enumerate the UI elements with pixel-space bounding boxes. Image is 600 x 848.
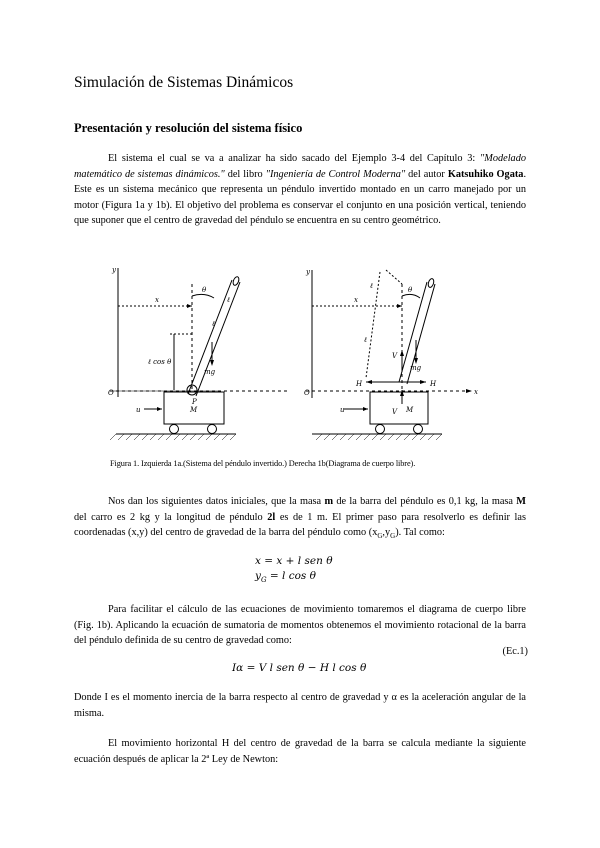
equation-yg: $y_G = l$ cos θ: [255, 570, 316, 585]
label-right-O: O: [304, 389, 310, 397]
label-right-mg: mg: [410, 364, 422, 372]
paragraph-newton: El movimiento horizontal H del centro de gravedad de la barra se calcula mediante la siguiente ecuación después de aplicar la 2ª Ley de Newton:: [74, 738, 526, 765]
figure-pendulum: [100, 262, 500, 452]
page-title: Simulación de Sistemas Dinámicos: [74, 74, 294, 91]
equation-label: (Ec.1): [502, 646, 528, 657]
label-right-Vb: V: [392, 408, 398, 416]
label-right-u: u: [340, 406, 345, 414]
label-left-x: x: [155, 296, 159, 304]
label-left-P: P: [192, 398, 197, 406]
label-left-lcos: ℓ cos θ: [148, 358, 172, 366]
figure-caption: Figura 1. Izquierda 1a.(Sistema del péndulo invertido.) Derecha 1b(Diagrama de cuerpo libre).: [110, 459, 416, 468]
label-left-O: O: [108, 389, 114, 397]
label-left-l1: ℓ: [227, 296, 230, 304]
paragraph-intro: El sistema el cual se va a analizar ha sido sacado del Ejemplo 3-4 del Capítulo 3: "Modelado matemático de sistemas dinámicos." del libro "Ingeniería de Control Moderna" del autor Katsuhiko Ogata. Este es un sistema mecánico que representa un péndulo invertido montado en un carro manejado por un motor (Figura 1a y 1b). El objetivo del problema es conservar el conjunto en una posición vertical, teniendo que suponer que el centro de gravedad del péndulo se encuentra en su centro geométrico.: [74, 153, 527, 227]
label-left-l2: ℓ: [212, 320, 215, 328]
label-left-y: y: [112, 266, 116, 274]
section-heading: Presentación y resolución del sistema físico: [74, 121, 303, 135]
label-right-H: H: [356, 380, 363, 388]
label-right-M: M: [406, 406, 414, 414]
label-right-y: y: [306, 268, 310, 276]
label-left-M: M: [190, 406, 198, 414]
figure-1b-free-body: [306, 270, 472, 434]
label-right-x: x: [474, 388, 478, 396]
paragraph-free-body: Para facilitar el cálculo de las ecuaciones de movimiento tomaremos el diagrama de cuerpo libre (Fig. 1b). Aplicando la ecuación de sumatoria de momentos obtenemos el movimiento rotacional de la barra del péndulo definida de su centro de gravedad como:: [74, 604, 526, 647]
label-right-theta: θ: [408, 286, 413, 294]
label-right-Hm: H: [430, 380, 437, 388]
label-right-V: V: [392, 352, 398, 360]
label-right-l2: ℓ: [364, 336, 367, 344]
label-right-l1: ℓ: [370, 282, 373, 290]
equation-moment: Iα = V l sen θ − H l cos θ: [232, 662, 367, 674]
paragraph-inertia: Donde I es el momento inercia de la barra respecto al centro de gravedad y α es la aceleración angular de la misma.: [74, 692, 526, 719]
label-left-u: u: [136, 406, 141, 414]
paragraph-data: Nos dan los siguientes datos iniciales, que la masa m de la barra del péndulo es 0,1 kg, la masa M del carro es 2 kg y la longitud de péndulo 2l es de 1 m. El primer paso para resolverlo es definir las coordenadas (x,y) del centro de gravedad de la barra del péndulo como $(x_G,y_G)$. Tal como:: [74, 496, 526, 541]
label-left-theta: θ: [202, 286, 207, 294]
label-right-xg: x: [354, 296, 358, 304]
equation-xg: x = x + l sen θ: [255, 555, 333, 567]
label-left-mg: mg: [204, 368, 216, 376]
